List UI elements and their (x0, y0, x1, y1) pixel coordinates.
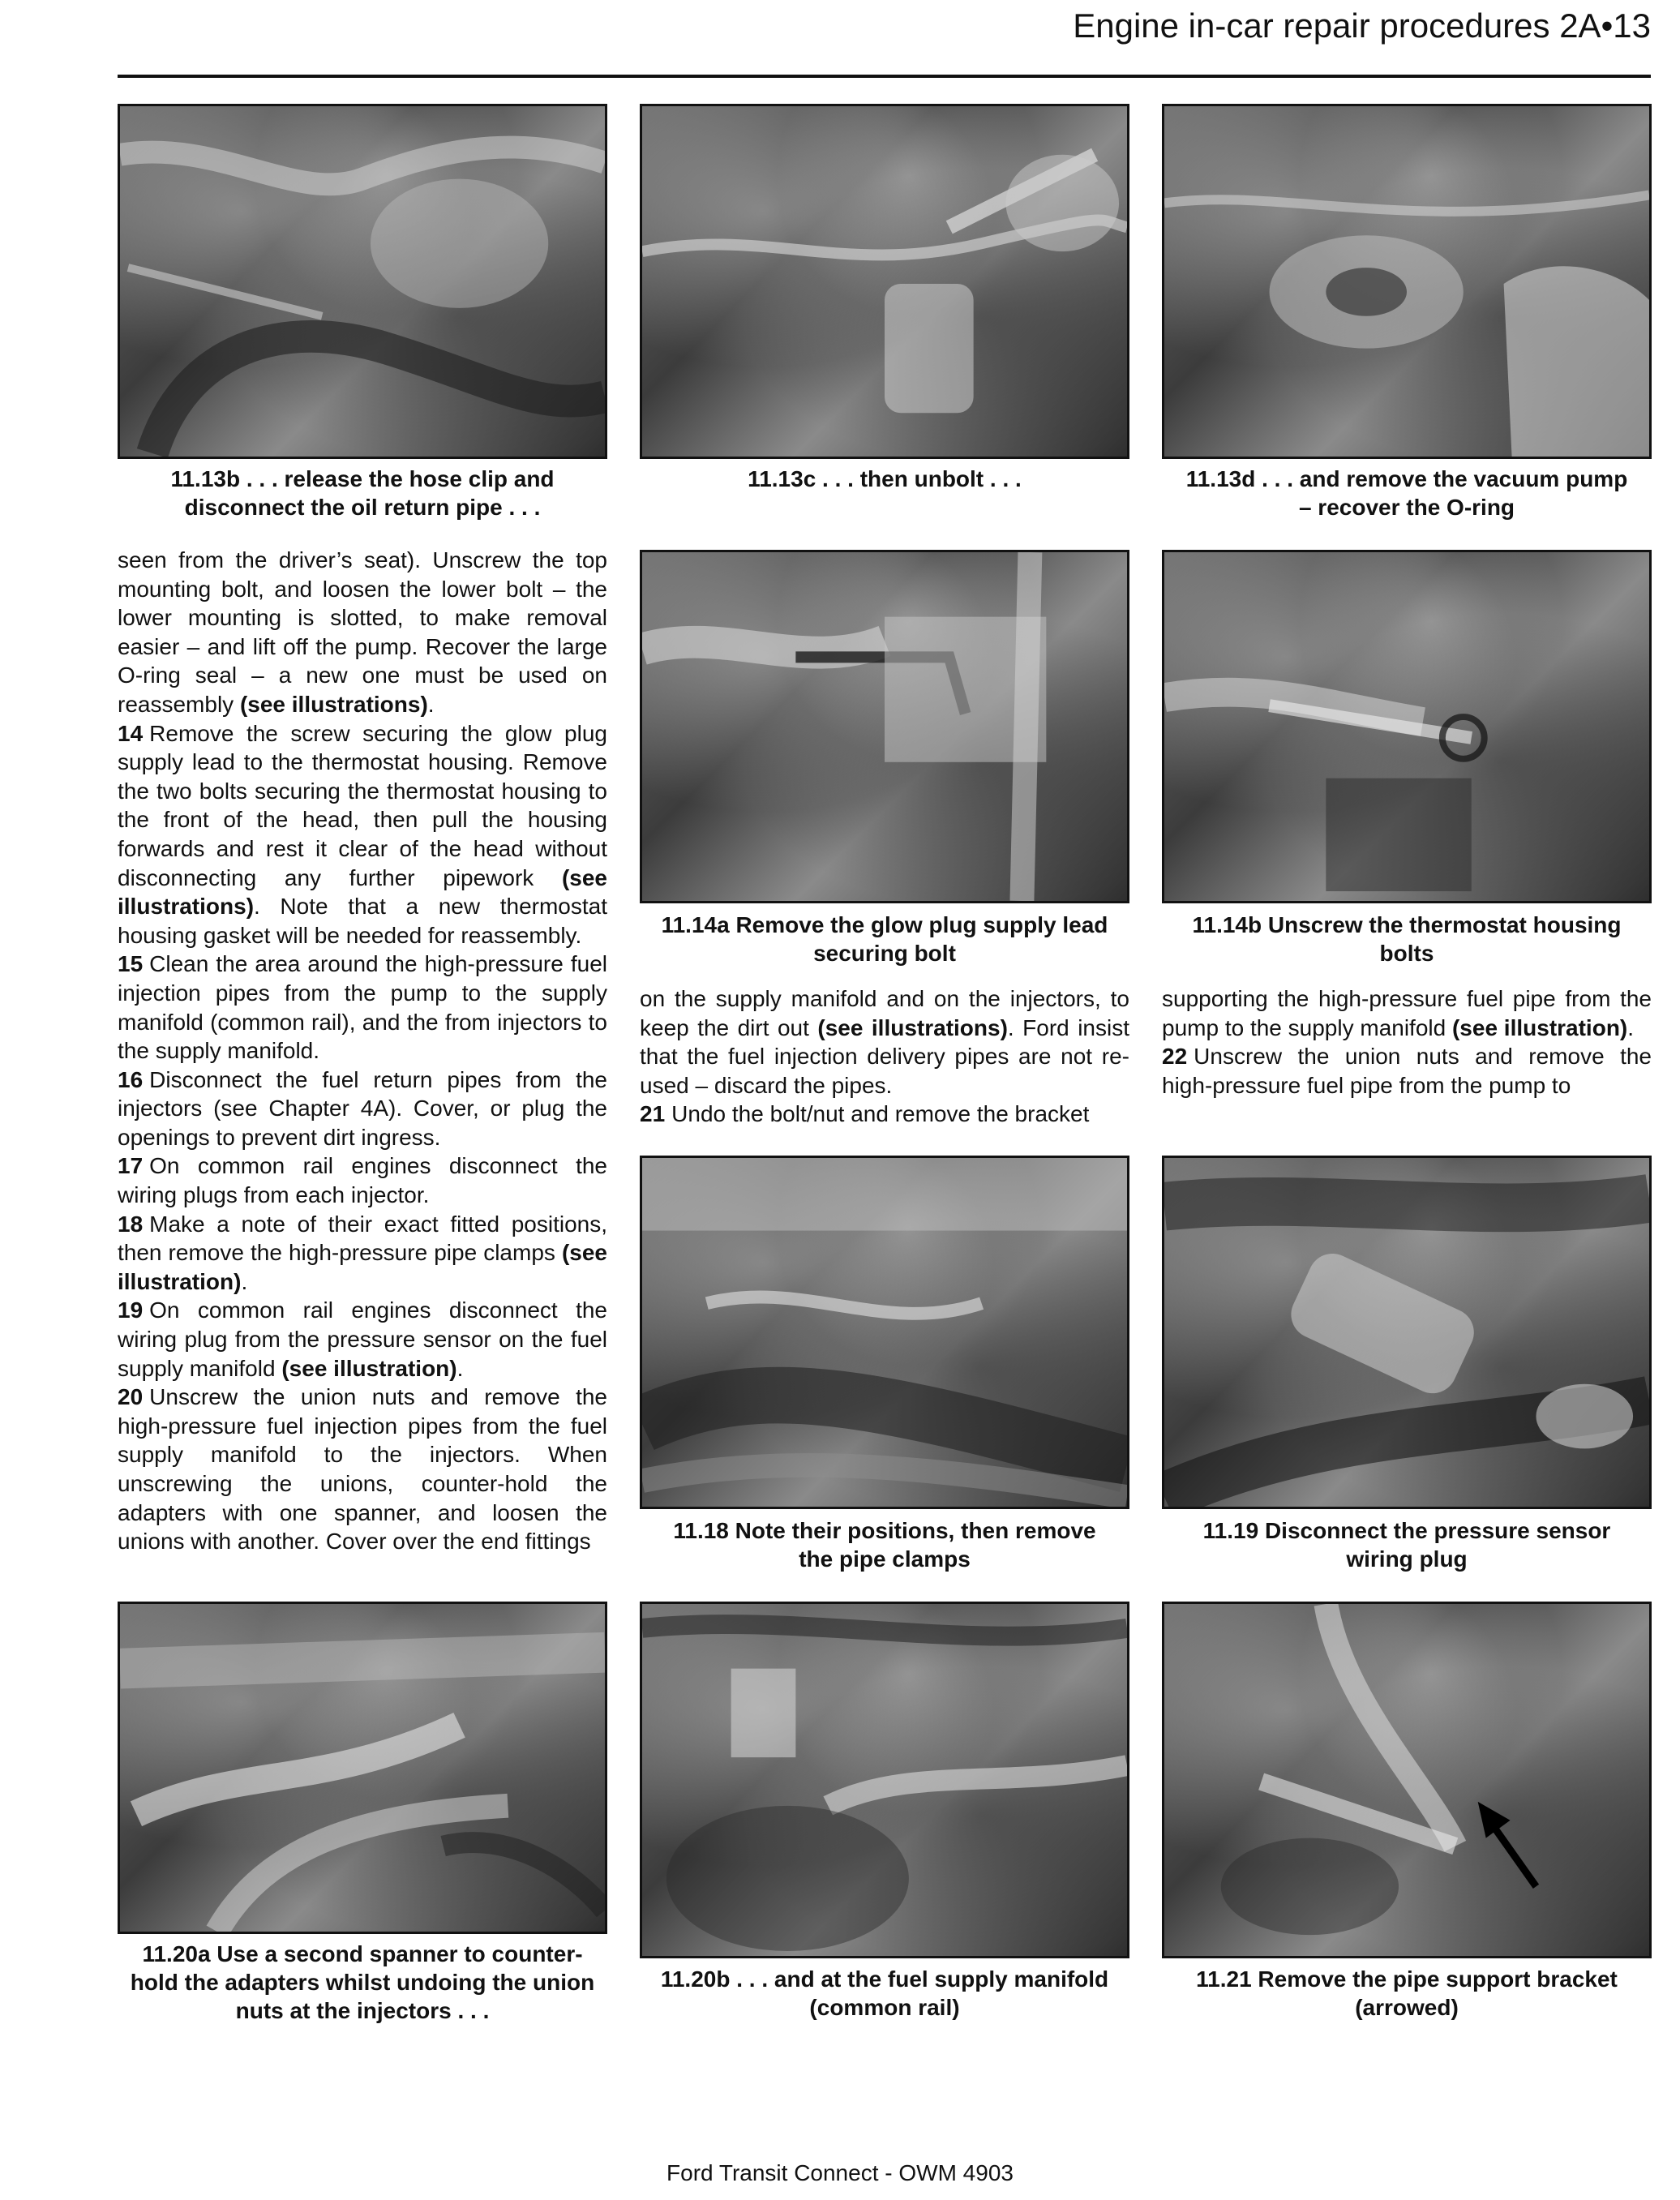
photo-11-14b (1162, 550, 1652, 903)
paragraph-continuation: seen from the driver’s seat). Unscrew the top mounting bolt, and loosen the lower bolt – the lower mounting is slotted, to make removal easier – and lift off the pump. Recover the large O-ring seal – a new one must be used on reassembly (see illustrations). (118, 547, 607, 717)
body-text-column-1 (118, 546, 607, 1556)
body-text-column-3 (1162, 984, 1652, 1100)
paragraph-21: 21 Undo the bolt/nut and remove the bracket (640, 1101, 1090, 1127)
photo-11-18 (640, 1156, 1129, 1509)
caption-11-14a: 11.14a Remove the glow plug supply lead securing bolt (661, 912, 1108, 966)
paragraph-20: 20 Unscrew the union nuts and remove the high-pressure fuel injection pipes from the fuel supply manifold to the injectors. When unscrewing the unions, counter-hold the adapters with one spanner, and loosen the unions with another. Cover over the end fittings (118, 1384, 607, 1555)
body-text-column-2 (640, 984, 1129, 1129)
paragraph-15: 15 Clean the area around the high-pressure fuel injection pipes from the pump to the supply manifold (common rail), and the from injectors to the supply manifold. (118, 951, 607, 1064)
photo-11-13d (1162, 104, 1652, 459)
caption-11-20b: 11.20b . . . and at the fuel supply manifold (common rail) (660, 1966, 1109, 2020)
photo-11-21 (1162, 1602, 1652, 1958)
caption-11-18: 11.18 Note their positions, then remove the pipe clamps (673, 1518, 1096, 1572)
paragraph-14: 14 Remove the screw securing the glow plug supply lead to the thermostat housing. Remove the two bolts securing the thermostat housing to the front of the head, then pull the housing forwards and rest it clear of the head without disconnecting any further pipework (see illustrations). Note that a new thermostat housing gasket will be needed for reassembly. (118, 720, 607, 948)
photo-11-20a (118, 1602, 607, 1934)
arrow-icon (1478, 1802, 1536, 1887)
header-rule (118, 75, 1651, 78)
page-header-title: Engine in-car repair procedures 2A•13 (1073, 6, 1651, 45)
caption-11-20a: 11.20a Use a second spanner to counter- hold the adapters whilst undoing the union nuts at the injectors . . . (130, 1941, 595, 2023)
caption-11-14b: 11.14b Unscrew the thermostat housing bolts (1192, 912, 1622, 966)
photo-11-20b (640, 1602, 1129, 1958)
paragraph-17: 17 On common rail engines disconnect the wiring plugs from each injector. (118, 1153, 607, 1208)
caption-11-13d: 11.13d . . . and remove the vacuum pump – recover the O-ring (1185, 466, 1628, 520)
photo-11-19 (1162, 1156, 1652, 1509)
page-footer: Ford Transit Connect - OWM 4903 (666, 2160, 1014, 2185)
caption-11-21: 11.21 Remove the pipe support bracket (arrowed) (1196, 1966, 1618, 2020)
paragraph-continuation: on the supply manifold and on the injectors, to keep the dirt out (see illustrations). Ford insist that the fuel injection delivery pipes are not re-used – discard the pipes. (640, 986, 1130, 1098)
paragraph-18: 18 Make a note of their exact fitted positions, then remove the high-pressure pipe clamps (see illustration). (118, 1211, 607, 1294)
caption-11-13c: 11.13c . . . then unbolt . . . (748, 466, 1022, 491)
caption-11-13b: 11.13b . . . release the hose clip and disconnect the oil return pipe . . . (170, 466, 555, 520)
paragraph-continuation: supporting the high-pressure fuel pipe from the pump to the supply manifold (see illustration). (1162, 986, 1652, 1040)
photo-11-14a (640, 550, 1129, 903)
photo-11-13b (118, 104, 607, 459)
caption-11-19: 11.19 Disconnect the pressure sensor wiring plug (1202, 1518, 1611, 1572)
paragraph-22: 22 Unscrew the union nuts and remove the high-pressure fuel pipe from the pump to (1162, 1044, 1652, 1098)
paragraph-16: 16 Disconnect the fuel return pipes from the injectors (see Chapter 4A). Cover, or plug the openings to prevent dirt ingress. (118, 1066, 607, 1150)
paragraph-19: 19 On common rail engines disconnect the wiring plug from the pressure sensor on the fuel supply manifold (see illustration). (118, 1297, 607, 1381)
photo-11-13c (640, 104, 1129, 459)
